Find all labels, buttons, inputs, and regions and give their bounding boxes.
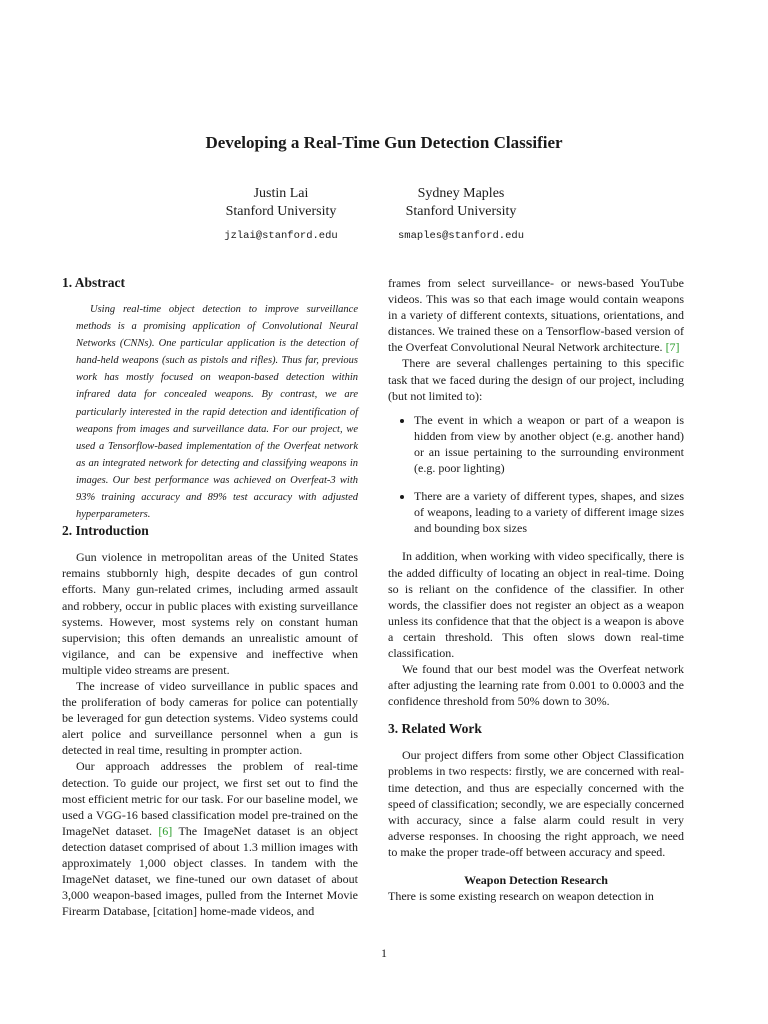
abstract-heading: 1. Abstract	[62, 275, 125, 290]
paragraph-text: frames from select surveillance- or news-based YouTube videos. This was so that each image would contain weapons in a variety of different contexts, situations, orientations, and distances. We trained these on a Tensorflow-based version of the Overfeat Convolutional Neural Network architecture.	[388, 276, 684, 355]
paper-title: Developing a Real-Time Gun Detection Classifier	[205, 133, 563, 152]
author-name: Sydney Maples	[417, 186, 505, 201]
author-email: smaples@stanford.edu	[397, 230, 525, 242]
citation-link[interactable]: [6]	[158, 823, 173, 838]
citation-link[interactable]: [7]	[665, 340, 680, 355]
intro-paragraph: We found that our best model was the Overfeat network after adjusting the learning rate from 0.001 to 0.0003 and the confidence threshold from 50% down to 30%.	[388, 662, 684, 709]
paragraph-text: Our approach addresses the problem of real-time detection. To guide our project, we first set out to find the most efficient metric for our task. For our baseline model, we used a VGG-16 based classification model pre-trained on the ImageNet dataset.	[62, 759, 358, 838]
related-paragraph: Our project differs from some other Object Classification problems in two respects: firstly, we are concerned with real-time detection, and thus are especially concerned with the speed of classification; secondly, we are especially concerned with accuracy, since a false alarm could result in very adverse responses. In choosing the right approach, we need to make the proper trade-off between accuracy and speed.	[388, 748, 684, 859]
page-number: 1	[381, 946, 387, 960]
author-affiliation: Stanford University	[225, 204, 337, 219]
challenge-list	[388, 412, 684, 537]
author-block-2	[351, 185, 571, 245]
list-item: • There are a variety of different types, shapes, and sizes of weapons, leading to a variety of different image sizes and bounding box sizes	[414, 488, 684, 536]
intro-paragraph: Gun violence in metropolitan areas of the United States remains stubbornly high, despite decades of gun control efforts. Many gun-related crimes, including armed assault and robbery, occur in public places with existing surveillance systems. However, most systems rely on constant human supervision; this often demands an unrealistic amount of vigilance, and can be expensive and ineffective when multiple video streams are present.	[62, 550, 358, 677]
intro-paragraph: The increase of video surveillance in public spaces and the proliferation of body cameras for police can potentially be leveraged for gun detection systems. Video systems could alert police and surveillance personnel when a gun is detected in real time, resulting in prompter action.	[62, 678, 358, 758]
left-column	[62, 275, 358, 919]
paragraph-text: The ImageNet dataset is an object detection dataset comprised of about 1.3 million images with approximately 1,000 object classes. In tandem with the ImageNet dataset, we fine-tuned our own dataset of about 3,000 weapon-based images, pulled from the Internet Movie Firearm Database, [citation] home-made videos, and	[62, 823, 359, 919]
subsection-heading: Weapon Detection Research	[464, 873, 608, 887]
author-email: jzlai@stanford.edu	[224, 230, 338, 242]
list-item: • The event in which a weapon or part of a weapon is hidden from view by another object (e.g. another hand) or an issue pertaining to the surrounding environment (e.g. poor lighting)	[414, 412, 684, 476]
right-column	[388, 275, 684, 904]
related-paragraph: There is some existing research on weapon detection in	[388, 889, 654, 904]
intro-paragraph: In addition, when working with video specifically, there is the added difficulty of locating an object in real-time. Doing so is reliant on the confidence of the classifier. In other words, the classifier does not register an object as a weapon unless its confidence that that the object is a weapon is above a certain threshold. This often slows down real-time classification.	[388, 549, 684, 660]
abstract-text: Using real-time object detection to improve surveillance methods is a promising application of Convolutional Neural Networks (CNNs). One particular application is the detection of hand-held weapons (such as pistols and rifles). Thus far, previous work has mostly focused on weapon-based detection within infrared data for concealed weapons. By contrast, we are particularly interested in the rapid detection and identification of weapons from images and surveillance data. For our project, we used a Tensorflow-based implementation of the Overfeat network as an integrated network for detecting and classifying weapons in images. Our best performance was achieved on Overfeat-3 with 93% training accuracy and 89% test accuracy with adjusted hyperparameters.	[76, 304, 358, 521]
intro-paragraph	[62, 758, 358, 919]
author-affiliation: Stanford University	[405, 204, 517, 219]
author-name: Justin Lai	[253, 186, 309, 201]
introduction-heading: 2. Introduction	[62, 523, 149, 539]
intro-paragraph: There are several challenges pertaining to this specific task that we faced during the design of our project, including (but not limited to):	[388, 356, 684, 403]
intro-paragraph	[388, 275, 684, 355]
related-work-heading: 3. Related Work	[388, 721, 482, 737]
